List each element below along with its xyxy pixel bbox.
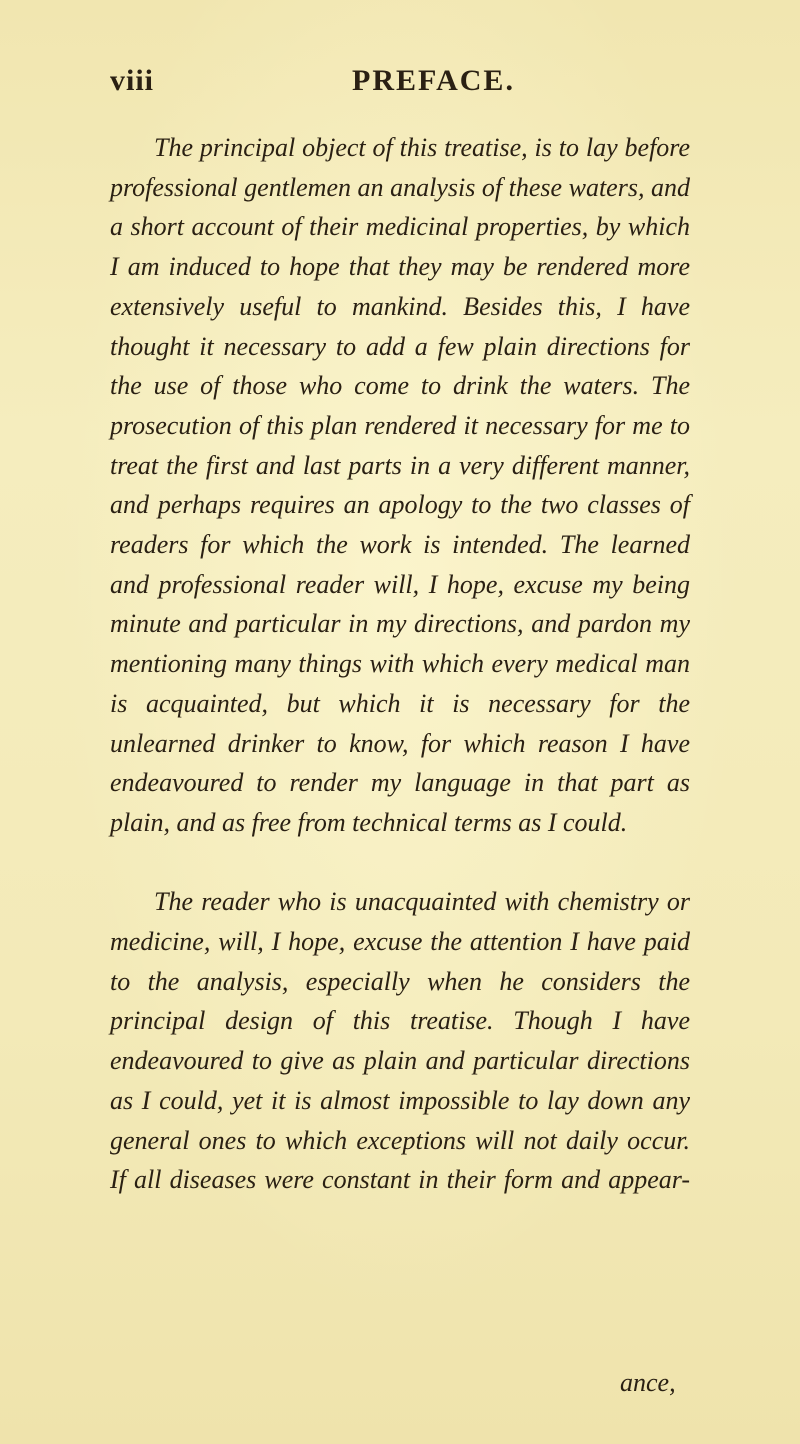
running-head: PREFACE. bbox=[352, 64, 515, 97]
page-number: viii bbox=[110, 64, 155, 97]
paragraph-2: The reader who is unacquainted with chemistry or medicine, will, I hope, excuse the attention I have paid to the analysis, especially when he considers the principal design of this treatise. Though I have endeavoured to give as plain and particular directions as I could, yet it is almost impossible to lay down any general ones to which exceptions will not daily occur. If all diseases were constant in their form and appear- bbox=[110, 887, 690, 1195]
catchword: ance, bbox=[620, 1368, 676, 1397]
paragraph-1: The principal object of this treatise, is to lay before professional gentlemen an analysis of these waters, and a short account of their medicinal properties, by which I am induced to hope that they may be rendered more extensively useful to mankind. Besides this, I have thought it necessary to add a few plain directions for the use of those who come to drink the waters. The prosecution of this plan rendered it necessary for me to treat the first and last parts in a very different manner, and perhaps requires an apology to the two classes of readers for which the work is intended. The learned and professional reader will, I hope, excuse my being minute and particular in my directions, and pardon my mentioning many things with which every medical man is acquainted, but which it is necessary for the unlearned drinker to know, for which reason I have endeavoured to render my language in that part as plain, and as free from technical terms as I could. bbox=[110, 133, 690, 837]
page-header bbox=[0, 64, 800, 104]
body-text bbox=[110, 128, 690, 1200]
